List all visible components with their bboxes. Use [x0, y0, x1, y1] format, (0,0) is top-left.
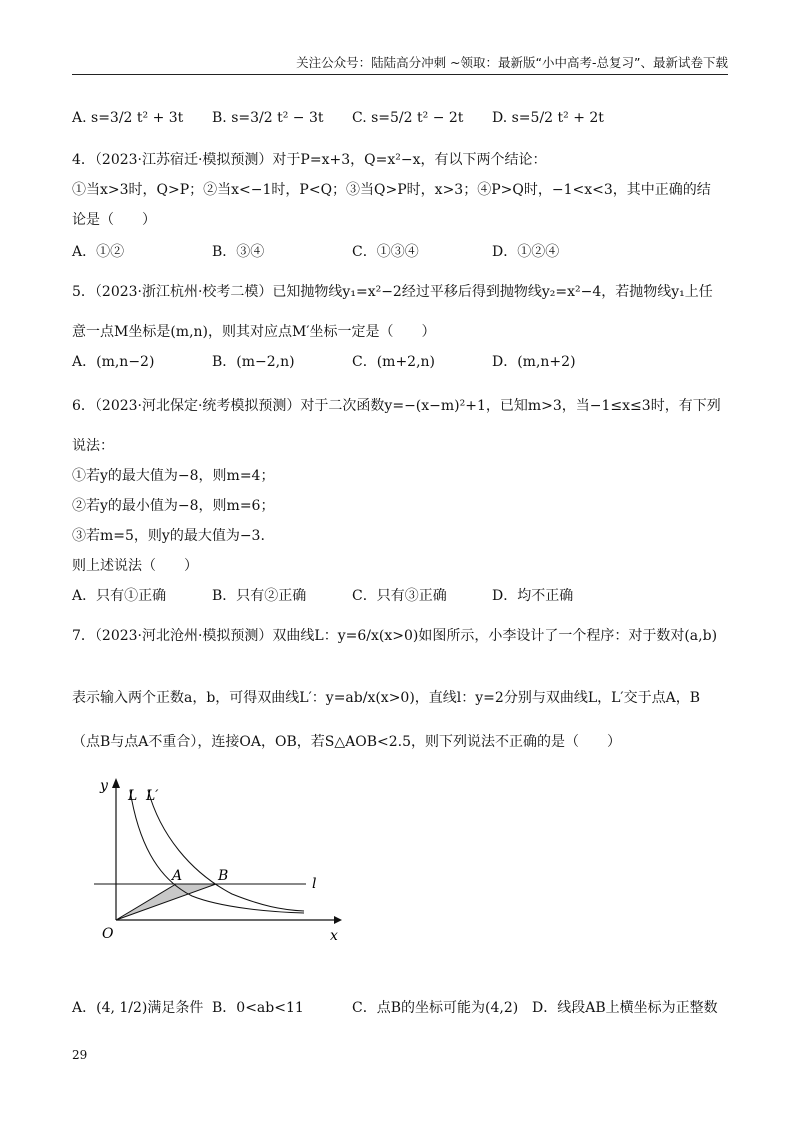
q5-stem-1: 5．（2023·浙江杭州·校考二模）已知抛物线y₁=x²−2经过平移后得到抛物线y₂=x²−4，若抛物线y₁上任 [72, 284, 713, 300]
page-number: 29 [72, 1048, 88, 1062]
option-b: B．(m−2,n) [212, 354, 295, 370]
label-point-a: A [172, 868, 183, 884]
option-b: B．0<ab<11 [212, 1000, 304, 1016]
page-header: 关注公众号：陆陆高分冲刺 ~领取：最新版“小中高考-总复习”、最新试卷下载 [72, 54, 728, 75]
option-d: D．①②④ [492, 244, 560, 260]
curve-l [130, 790, 304, 913]
option-a: A. s=3/2 t² + 3t [72, 110, 184, 126]
triangle-aob [116, 884, 216, 920]
option-a: A．①② [72, 244, 125, 260]
q6-statement-3: ③若m=5，则y的最大值为−3. [72, 528, 265, 544]
hyperbola-figure [72, 770, 352, 950]
option-c: C．只有③正确 [352, 588, 447, 604]
q6-stem-3: 则上述说法（ ） [72, 558, 198, 574]
q4-stem-2: ①当x>3时，Q>P；②当x<−1时，P<Q；③当Q>P时，x>3；④P>Q时，−1<x<3，其中正确的结 [72, 182, 711, 198]
x-axis-arrow [334, 916, 342, 924]
q4-stem-3: 论是（ ） [72, 212, 156, 228]
label-y: y [100, 778, 108, 794]
option-c: C．点B的坐标可能为(4,2) [352, 1000, 519, 1016]
option-d: D．(m,n+2) [492, 354, 576, 370]
option-b: B．③④ [212, 244, 265, 260]
label-line-l: l [312, 876, 317, 892]
q7-stem-1: 7．（2023·河北沧州·模拟预测）双曲线L：y=6/x(x>0)如图所示，小李设计了一个程序：对于数对(a,b) [72, 628, 718, 644]
option-b: B．只有②正确 [212, 588, 307, 604]
q4-stem-1: 4．（2023·江苏宿迁·模拟预测）对于P=x+3，Q=x²−x，有以下两个结论： [72, 152, 547, 168]
q7-stem-3: （点B与点A不重合），连接OA，OB，若S△AOB<2.5，则下列说法不正确的是（ ） [72, 734, 621, 750]
label-x: x [330, 928, 338, 944]
option-d: D．均不正确 [492, 588, 574, 604]
option-b: B. s=3/2 t² − 3t [212, 110, 324, 126]
label-curve-l: L [128, 788, 138, 804]
y-axis-arrow [112, 778, 120, 788]
label-origin: O [102, 926, 114, 942]
option-a: A．只有①正确 [72, 588, 167, 604]
option-d: D．线段AB上横坐标为正整数 [532, 1000, 718, 1016]
label-curve-l-prime: L′ [146, 788, 159, 804]
option-c: C．①③④ [352, 244, 419, 260]
label-point-b: B [218, 868, 229, 884]
q7-stem-2: 表示输入两个正数a，b，可得双曲线L′：y=ab/x(x>0)，直线l：y=2分别与双曲线L，L′交于点A，B [72, 690, 700, 706]
option-c: C. s=5/2 t² − 2t [352, 110, 464, 126]
option-d: D. s=5/2 t² + 2t [492, 110, 604, 126]
q5-stem-2: 意一点M坐标是(m,n)，则其对应点M′坐标一定是（ ） [72, 324, 436, 340]
q6-stem-1: 6．（2023·河北保定·统考模拟预测）对于二次函数y=−(x−m)²+1，已知m>3，当−1≤x≤3时，有下列 [72, 398, 721, 414]
option-a: A．(m,n−2) [72, 354, 155, 370]
q6-statement-1: ①若y的最大值为−8，则m=4； [72, 468, 275, 484]
option-a: A．(4, 1/2)满足条件 [72, 1000, 204, 1016]
option-c: C．(m+2,n) [352, 354, 436, 370]
q6-statement-2: ②若y的最小值为−8，则m=6； [72, 498, 275, 514]
q6-stem-2: 说法： [72, 438, 114, 454]
